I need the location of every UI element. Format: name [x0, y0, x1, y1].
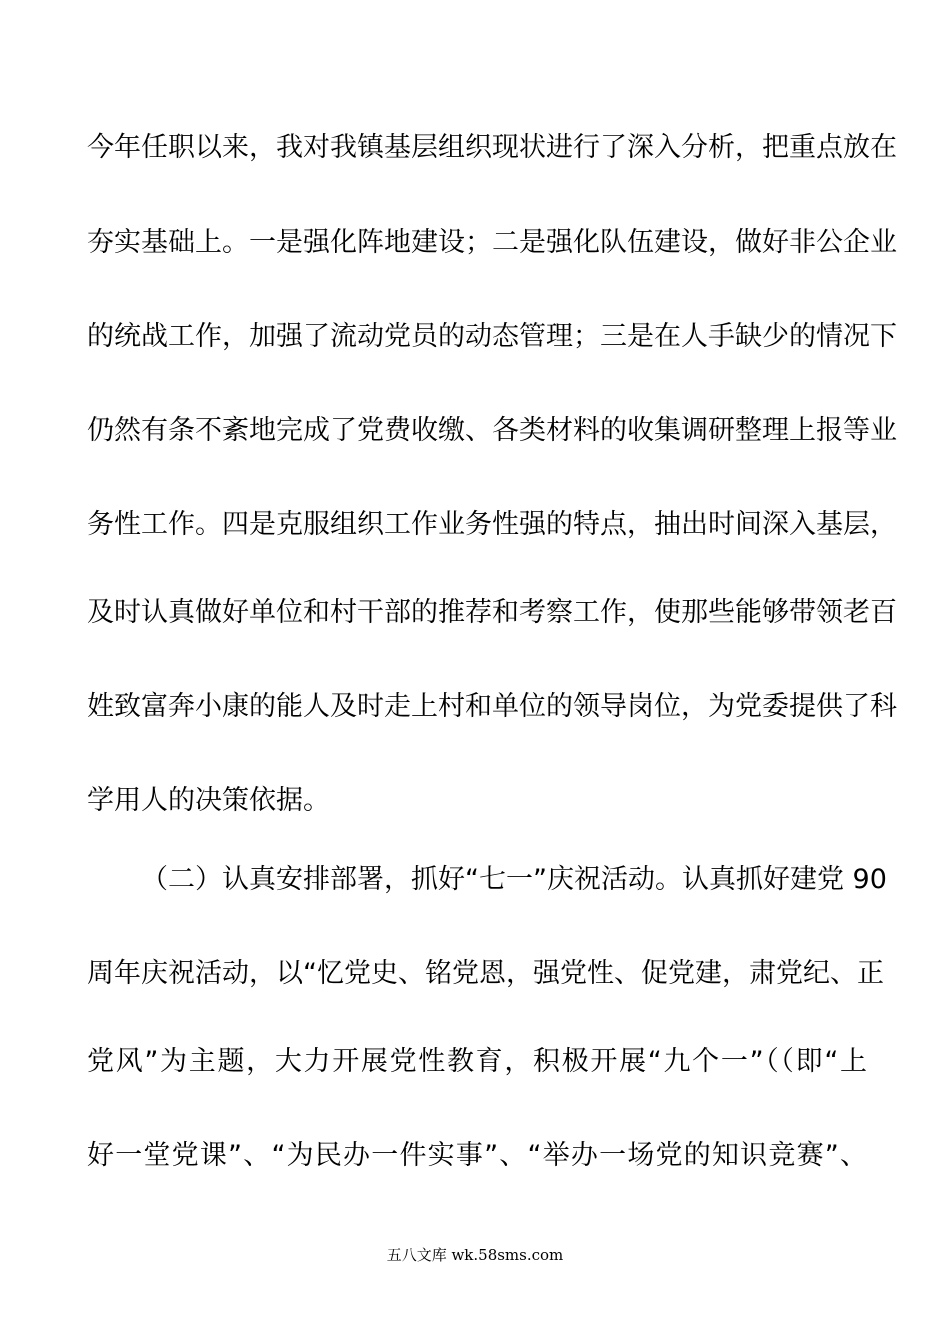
body-text-line: 仍然有条不紊地完成了党费收缴、各类材料的收集调研整理上报等业 [87, 415, 897, 446]
body-text-line: 今年任职以来，我对我镇基层组织现状进行了深入分析，把重点放在 [87, 132, 897, 163]
body-text-line: 党风”为主题，大力开展党性教育，积极开展“九个一”（（即“上 [87, 1046, 867, 1077]
body-text-line: 学用人的决策依据。 [87, 785, 330, 816]
body-text-line: 的统战工作，加强了流动党员的动态管理；三是在人手缺少的情况下 [87, 321, 897, 352]
body-text-line: 姓致富奔小康的能人及时走上村和单位的领导岗位，为党委提供了科 [87, 691, 897, 722]
body-text-line: 好一堂党课”、“为民办一件实事”、“举办一场党的知识竞赛”、 [87, 1140, 867, 1171]
body-text-line: 及时认真做好单位和村干部的推荐和考察工作，使那些能够带领老百 [87, 597, 897, 628]
paragraph-heading-line: （二）认真安排部署，抓好“七一”庆祝活动。认真抓好建党 90 [141, 864, 887, 895]
footer-watermark: 五八文库 wk.58sms.com [386, 1246, 564, 1264]
body-text-line: 务性工作。四是克服组织工作业务性强的特点，抽出时间深入基层， [87, 509, 897, 540]
body-text-line: 周年庆祝活动，以“忆党史、铭党恩，强党性、促党建，肃党纪、正 [87, 958, 884, 989]
body-text-line: 夯实基础上。一是强化阵地建设；二是强化队伍建设，做好非公企业 [87, 227, 897, 258]
